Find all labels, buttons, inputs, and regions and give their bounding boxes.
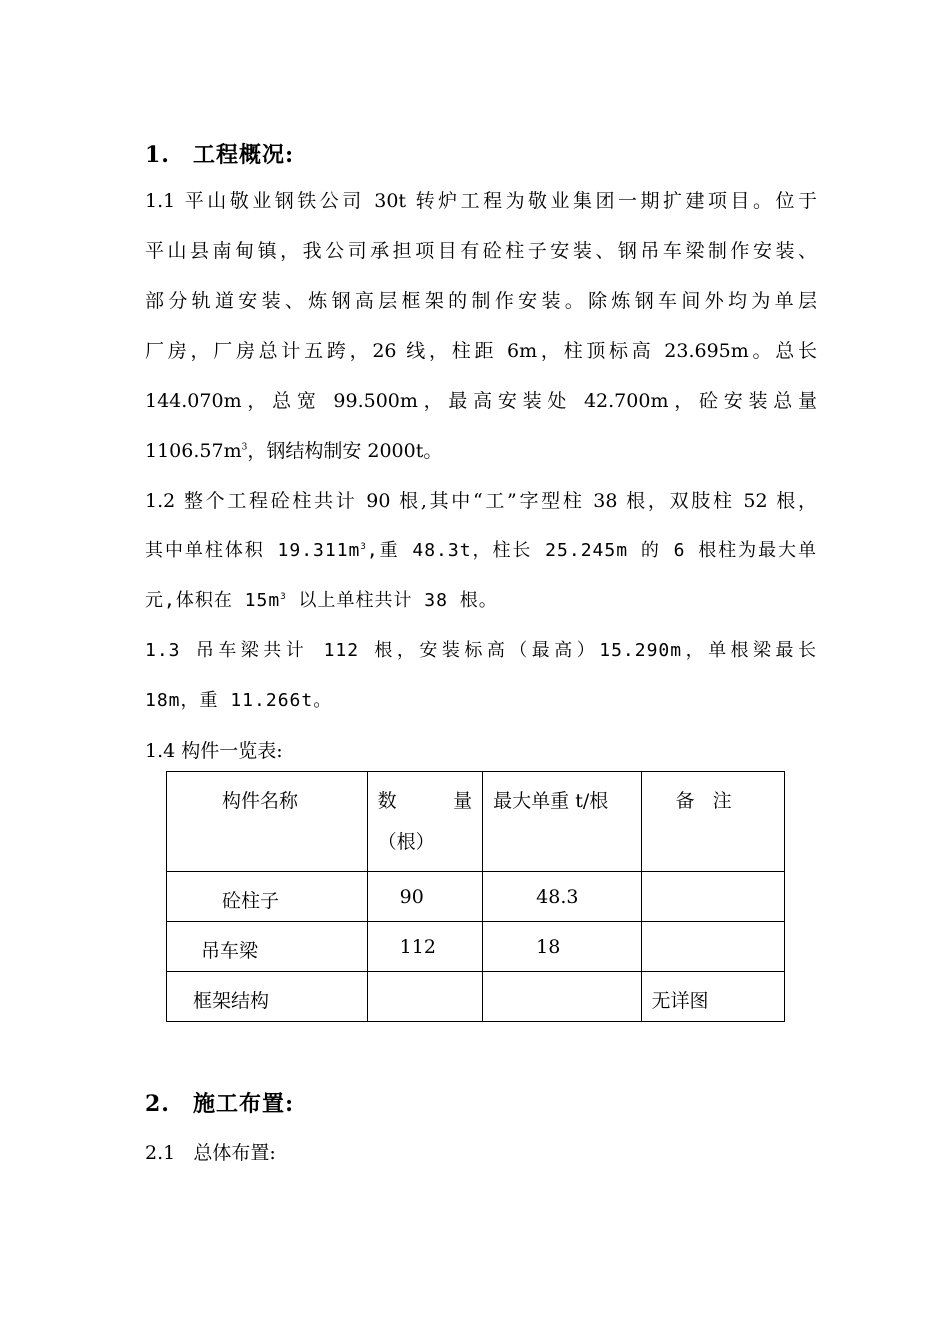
paragraph-line: 厂房，厂房总计五跨，26 线，柱距 6m，柱顶标高 23.695m。总长	[145, 340, 817, 362]
subsection-heading: 2.1 总体布置:	[145, 1142, 276, 1164]
paragraph-line	[145, 436, 442, 463]
table-header-row	[167, 772, 785, 872]
cell-name	[167, 872, 368, 922]
header-cell-note	[641, 772, 784, 872]
header-unit: （根）	[377, 831, 435, 853]
text-span: 以上单柱共计 38 根。	[286, 590, 498, 611]
superscript: 3	[241, 442, 248, 453]
table-row	[167, 972, 785, 1022]
cell-text	[642, 922, 784, 936]
header-label: 备 注	[675, 790, 732, 812]
cell-name	[167, 972, 368, 1022]
cell-name	[167, 922, 368, 972]
cell-text	[368, 972, 483, 986]
header-cell-qty	[367, 772, 483, 872]
cell-qty	[367, 922, 483, 972]
cell-note	[641, 972, 784, 1022]
paragraph-line: 平山县南甸镇，我公司承担项目有砼柱子安装、钢吊车梁制作安装、	[145, 240, 817, 262]
cell-text: 无详图	[651, 990, 709, 1012]
paragraph-line: 144.070m，总宽 99.500m，最高安装处 42.700m，砼安装总量	[145, 390, 817, 412]
section-heading-1	[145, 138, 294, 169]
section-title: 施工布置:	[193, 1091, 295, 1117]
section-number: 1.	[145, 142, 170, 168]
table-row	[167, 922, 785, 972]
paragraph-line: 18m，重 11.266t。	[145, 690, 333, 711]
paragraph-line	[145, 536, 817, 562]
cell-text: 90	[399, 886, 424, 908]
cell-text: 砼柱子	[222, 890, 280, 912]
text-span: 1106.57m	[145, 440, 242, 462]
header-label: 构件名称	[222, 790, 299, 812]
table-caption: 1.4 构件一览表:	[145, 740, 283, 762]
cell-text	[642, 872, 784, 886]
cell-note	[641, 872, 784, 922]
paragraph-line	[145, 586, 498, 612]
paragraph-line: 1.1 平山敬业钢铁公司 30t 转炉工程为敬业集团一期扩建项目。位于	[145, 190, 817, 212]
text-span: 元,体积在 15m	[145, 590, 281, 611]
paragraph-line: 部分轨道安装、炼钢高层框架的制作安装。除炼钢车间外均为单层	[145, 290, 817, 312]
section-title: 工程概况:	[193, 142, 295, 168]
header-label: 数	[377, 790, 397, 812]
superscript: 3	[360, 542, 367, 552]
cell-text	[483, 972, 640, 986]
cell-weight	[483, 972, 641, 1022]
header-label: 量	[453, 790, 473, 812]
cell-text: 18	[536, 936, 561, 958]
cell-qty	[367, 872, 483, 922]
superscript: 3	[280, 592, 287, 602]
header-qty-line	[368, 772, 483, 813]
cell-text: 48.3	[536, 886, 579, 908]
text-span: ,重 48.3t，柱长 25.245m 的 6 根柱为最大单	[366, 540, 817, 561]
header-cell-name	[167, 772, 368, 872]
cell-text: 吊车梁	[201, 940, 259, 962]
cell-qty	[367, 972, 483, 1022]
text-span: ，钢结构制安 2000t。	[247, 440, 443, 462]
header-label: 最大单重 t/根	[493, 790, 609, 812]
section-heading-2	[145, 1087, 294, 1118]
table-row	[167, 872, 785, 922]
paragraph-line: 1.3 吊车梁共计 112 根，安装标高（最高）15.290m，单根梁最长	[145, 640, 817, 661]
section-number: 2.	[145, 1091, 170, 1117]
paragraph-line: 1.2 整个工程砼柱共计 90 根,其中“工”字型柱 38 根，双肢柱 52 根，	[145, 490, 817, 512]
cell-weight	[483, 872, 641, 922]
header-cell-weight	[483, 772, 641, 872]
cell-text: 框架结构	[193, 990, 270, 1012]
cell-text: 112	[399, 936, 436, 958]
cell-note	[641, 922, 784, 972]
cell-weight	[483, 922, 641, 972]
component-table	[166, 771, 785, 1022]
text-span: 其中单柱体积 19.311m	[145, 540, 361, 561]
